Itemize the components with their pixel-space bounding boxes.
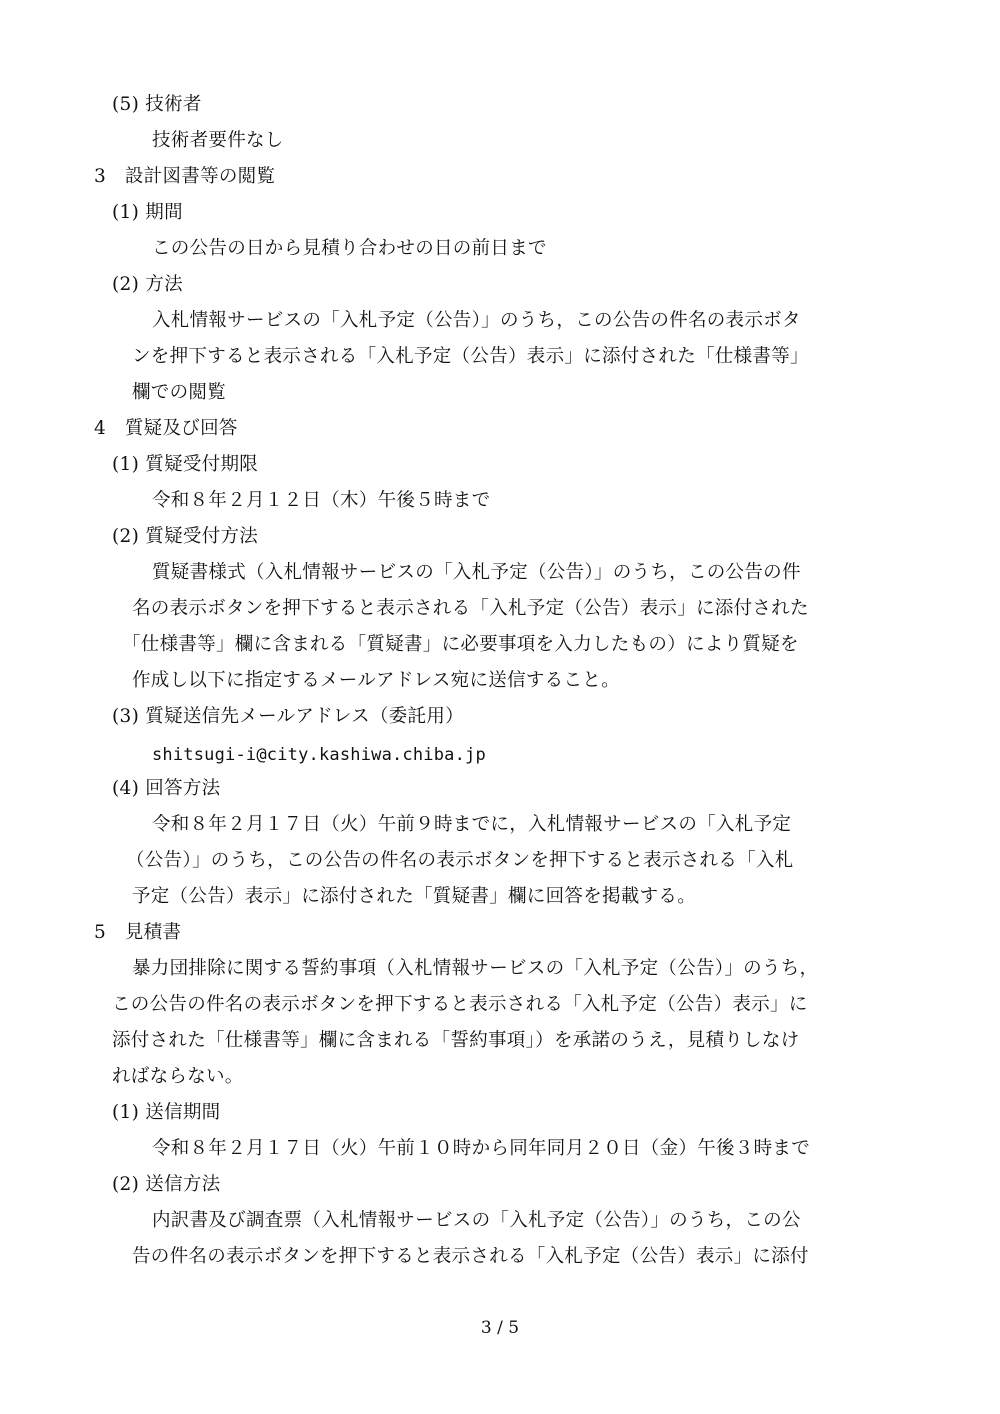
subheading-question-email: (3) 質疑送信先メールアドレス（委託用） (112, 706, 464, 727)
body-text: この公告の日から見積り合わせの日の前日まで (152, 238, 547, 259)
body-text: 添付された「仕様書等」欄に含まれる「誓約事項」）を承諾のうえ，見積りしなけ (112, 1030, 800, 1051)
subheading-submission-period: (1) 送信期間 (112, 1102, 221, 1123)
body-text: 質疑書様式（入札情報サービスの「入札予定（公告）」のうち，この公告の件 (152, 562, 801, 583)
body-text: ればならない。 (112, 1066, 244, 1087)
subheading-period: (1) 期間 (112, 202, 183, 223)
email-address: shitsugi-i@city.kashiwa.chiba.jp (152, 745, 486, 765)
body-text: 「仕様書等」欄に含まれる「質疑書」に必要事項を入力したもの）により質疑を (122, 634, 799, 655)
subheading-question-deadline: (1) 質疑受付期限 (112, 454, 259, 475)
subheading-submission-method: (2) 送信方法 (112, 1174, 221, 1195)
body-text: 予定（公告）表示」に添付された「質疑書」欄に回答を掲載する。 (132, 886, 697, 907)
subheading-answer-method: (4) 回答方法 (112, 778, 221, 799)
body-text: ンを押下すると表示される「入札予定（公告）表示」に添付された「仕様書等」 (132, 346, 809, 367)
body-text: この公告の件名の表示ボタンを押下すると表示される「入札予定（公告）表示」に (112, 994, 808, 1015)
body-text: 技術者要件なし (152, 130, 284, 151)
body-text: 告の件名の表示ボタンを押下すると表示される「入札予定（公告）表示」に添付 (132, 1246, 809, 1267)
body-text: 内訳書及び調査票（入札情報サービスの「入札予定（公告）」のうち，この公 (152, 1210, 801, 1231)
section-heading-5: 5 見積書 (94, 922, 182, 943)
body-text: 令和８年２月１７日（火）午前９時までに，入札情報サービスの「入札予定 (152, 814, 792, 835)
subheading-question-method: (2) 質疑受付方法 (112, 526, 259, 547)
section-heading-3: 3 設計図書等の閲覧 (94, 166, 276, 187)
body-text: 欄での閲覧 (132, 382, 227, 403)
body-text: 令和８年２月１２日（木）午後５時まで (152, 490, 491, 511)
subheading-method: (2) 方法 (112, 274, 183, 295)
body-text: 作成し以下に指定するメールアドレス宛に送信すること。 (132, 670, 620, 691)
section-heading-4: 4 質疑及び回答 (94, 418, 238, 439)
body-text: （公告）」のうち，この公告の件名の表示ボタンを押下すると表示される「入札 (126, 850, 794, 871)
body-text: 令和８年２月１７日（火）午前１０時から同年同月２０日（金）午後３時まで (152, 1138, 811, 1159)
body-text: 名の表示ボタンを押下すると表示される「入札予定（公告）表示」に添付された (132, 598, 809, 619)
page-number: 3 / 5 (480, 1318, 520, 1338)
body-text: 入札情報サービスの「入札予定（公告）」のうち，この公告の件名の表示ボタ (152, 310, 801, 331)
subheading-technician: (5) 技術者 (112, 94, 202, 115)
body-text: 暴力団排除に関する誓約事項（入札情報サービスの「入札予定（公告）」のうち， (132, 958, 819, 979)
